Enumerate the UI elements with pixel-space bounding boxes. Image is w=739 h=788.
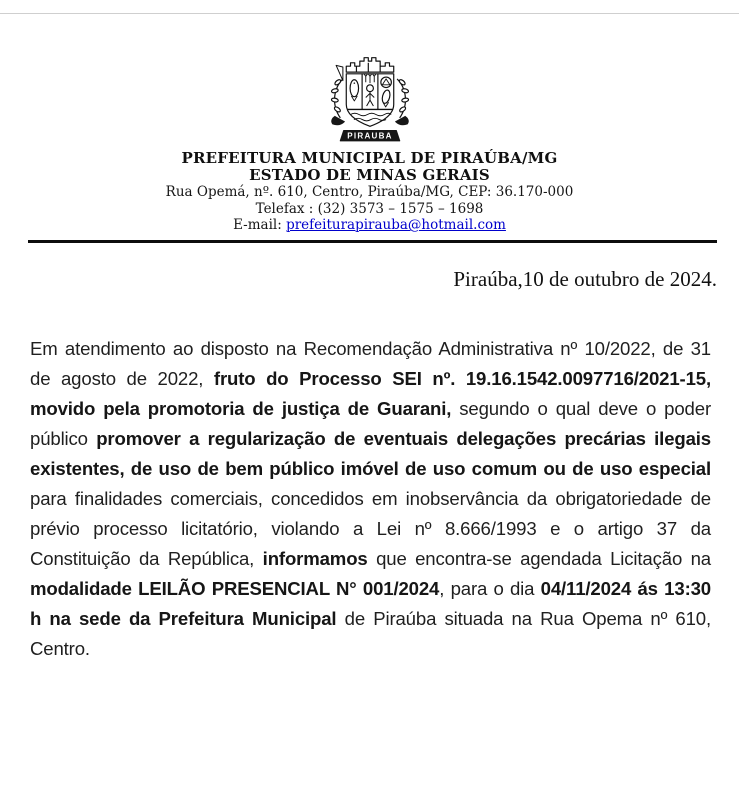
paragraph-run: que encontra-se agendada Licitação na (367, 547, 711, 569)
email-link[interactable]: prefeiturapirauba@hotmail.com (286, 217, 506, 233)
paragraph-run-bold: 04/11/2024 ás 13:30 h na sede da Prefeitura Municipal (30, 577, 711, 629)
header-rule (28, 240, 717, 243)
paragraph-run-bold: fruto do Processo SEI nº. 19.16.1542.0097716/2021-15, movido pela promotoria de justiça de Guarani, (30, 367, 711, 419)
org-state: ESTADO DE MINAS GERAIS (249, 166, 490, 184)
paragraph-run: segundo o qual deve o poder público (30, 397, 711, 449)
paragraph-run: Em atendimento ao disposto na Recomendação Administrativa nº 10/2022, de 31 de agosto de 2022, (30, 337, 711, 389)
crest-banner-label: PIRAUBA (346, 131, 393, 141)
org-name: PREFEITURA MUNICIPAL DE PIRAÚBA/MG (181, 149, 558, 167)
date-line: Piraúba,10 de outubro de 2024. (453, 266, 717, 291)
paragraph-run-bold: promover a regularização de eventuais delegações precárias ilegais existentes, de uso de bem público imóvel de uso comum ou de uso especial (30, 427, 711, 479)
paragraph-run: de Piraúba situada na Rua Opema nº 610, Centro. (30, 607, 711, 659)
body-paragraph (30, 334, 711, 664)
paragraph-run-bold: informamos (262, 547, 368, 569)
address-line: Rua Opemá, nº. 610, Centro, Piraúba/MG, CEP: 36.170-000 (165, 184, 574, 200)
paragraph-run: , para o dia (439, 577, 541, 599)
paragraph-run: para finalidades comerciais, concedidos em inobservância da obrigatoriedade de prévio processo licitatório, violando a Lei nº 8.666/1993 e o artigo 37 da Constituição da República, (30, 487, 711, 569)
telefax-line: Telefax : (32) 3573 – 1575 – 1698 (255, 200, 484, 217)
top-divider (0, 13, 739, 14)
letterhead (0, 0, 739, 234)
email-label: E-mail: (233, 217, 287, 233)
email-line (0, 217, 739, 234)
paragraph-run-bold: modalidade LEILÃO PRESENCIAL N° 001/2024 (30, 577, 440, 599)
municipal-crest-icon (314, 45, 426, 145)
